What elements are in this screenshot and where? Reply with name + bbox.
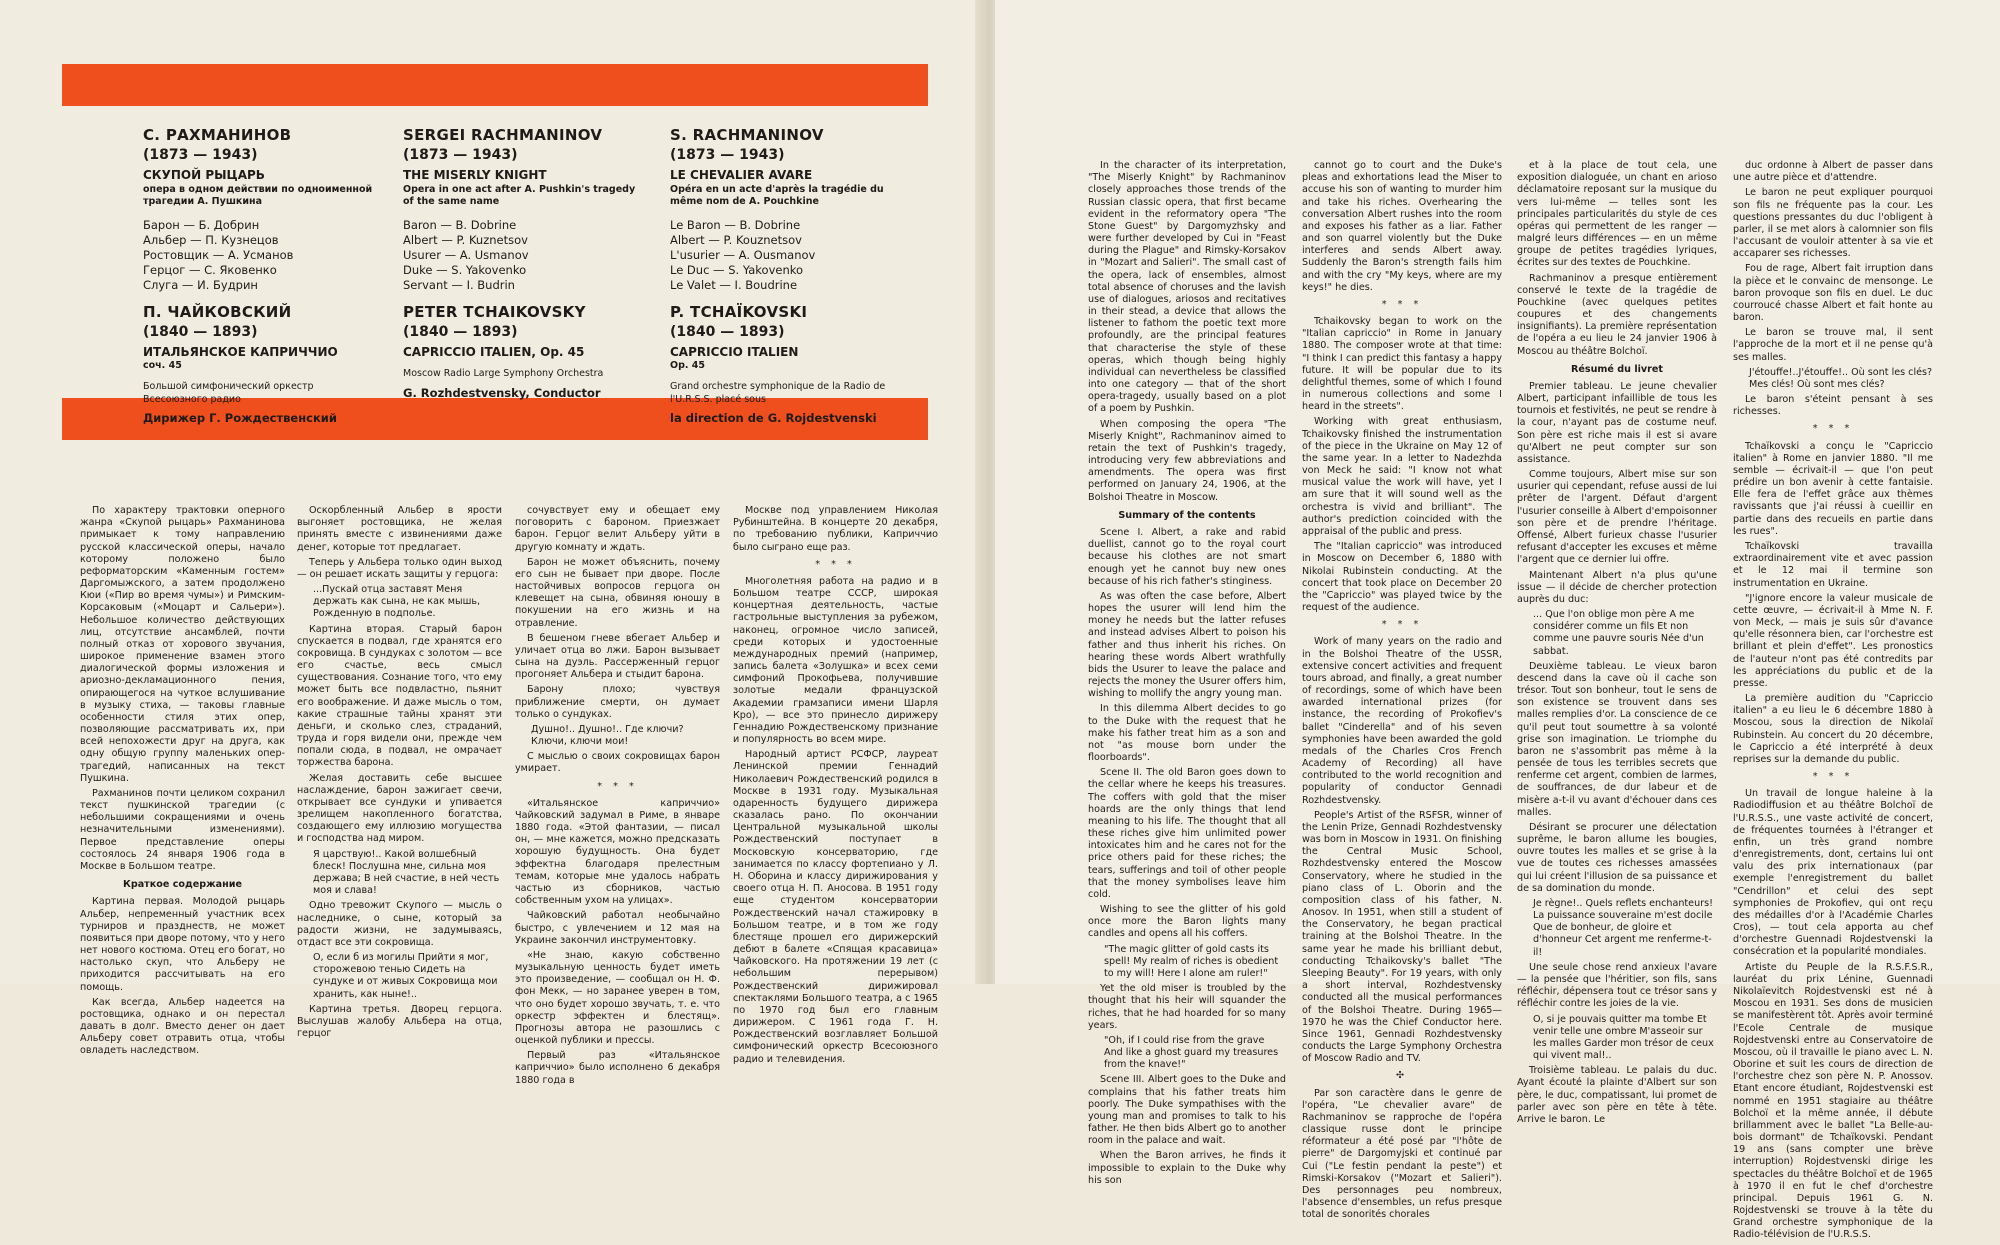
paragraph: cannot go to court and the Duke's pleas and exhortations lead the Miser to accuse his son of wanting to murder him and take his riches. Overhearing the conversation Albert rushes into the room and exposes his father as a liar. Father and son quarrel violently but the Duke interferes and sends Albert away. Suddenly the Baron's strength fails him and with the cry "My keys, where are my keys!" he dies. [1302, 160, 1502, 293]
english-notes-column-1 [1088, 160, 1286, 1190]
composer-dates: (1873 — 1943) [670, 146, 785, 163]
paragraph: Народный артист РСФСР, лауреат Ленинской премии Геннадий Николаевич Рождественский родился в Москве в 1931 году. Музыкальная одаренность будущего дирижера сказалась рано. По окончании Центральной музыкальной школы Рождественский поступает в Московскую консерваторию, где занимается по классу фортепиано у Л. Н. Оборина и классу дирижирования у своего отца Н. П. Аносова. В 1951 году еще студентом консерватории Рождественский начал стажировку в Большом театре, и в том же году блестяще прошел его дирижерский дебют в балете «Спящая красавица» Чайковского. На протяжении 19 лет (с небольшим перерывом) Рождественский дирижировал спектаклями Большого театра, а с 1965 по 1970 год был его главным дирижером. С 1961 года Г. Н. Рождественский возглавляет Большой симфонический оркестр Всесоюзного радио и телевидения. [733, 749, 938, 1065]
stars-separator: * * * [1381, 619, 1423, 631]
paragraph: Барон не может объяснить, почему его сын не бывает при дворе. После настойчивых вопросов герцога он клевещет на сына, обвиняя юношу в покушении на его жизнь и на отравление. [515, 556, 720, 629]
paragraph: Wishing to see the glitter of his gold once more the Baron lights many candles and opens all his coffers. [1088, 904, 1286, 940]
composer-name: P. TCHAÏKOVSKI [670, 302, 808, 321]
cast-list [403, 218, 643, 293]
orchestra-name: Moscow Radio Large Symphony Orchestra [403, 368, 604, 380]
paragraph: Scene III. Albert goes to the Duke and complains that his father treats him poorly. The Duke sympathises with the young man and promises to talk to his father. He then bids Albert go to another room in the palace and wait. [1088, 1074, 1286, 1147]
paragraph: Одно тревожит Скупого — мысль о наследнике, о сыне, который за радости жизни, не задумываясь, отдаст все эти сокровища. [297, 900, 502, 948]
stars-separator: * * * [597, 780, 638, 792]
cast-list [670, 218, 900, 293]
paragraph: Deuxième tableau. Le vieux baron descend dans la cave où il cache son trésor. Tout son bonheur, tout le sens de son existence se trouvent dans ses malles remplies d'or. La conscience de ce qu'il peut tout soumettre à sa volonté grise son imagination. Le triomphe du baron ne s'assombrit pas même à la pensée de tous les terribles secrets que renferme cet argent, combien de larmes, de souffrances, de dur labeur et de misère a-t-il vu avant d'échouer dans ces malles. [1517, 660, 1717, 818]
paragraph: Premier tableau. Le jeune chevalier Albert, participant infaillible de tous les tournois et festivités, ne peut se rendre à la cour, n'ayant pas de costume neuf. Son père est riche mais il est si avare qu'Albert ne peut compter sur son assistance. [1517, 380, 1717, 465]
work-title: CAPRICCIO ITALIEN, Op. 45 [403, 344, 585, 359]
cast-item: Герцог — С. Яковенко [143, 263, 277, 278]
paragraph: Чайковский работал необычайно быстро, с увлечением и 12 мая на Украине закончил инструментовку. [515, 910, 720, 946]
french-notes-column-2 [1733, 160, 1933, 1245]
english-notes-column-2 [1302, 160, 1502, 1224]
paragraph: Fou de rage, Albert fait irruption dans la pièce et le convainc de mensonge. Le baron provoque son fils en duel. Le duc courroucé chasse Albert et fait honte au baron. [1733, 263, 1933, 324]
paragraph: Оскорбленный Альбер в ярости выгоняет ростовщика, не желая принять вместе с извинениями даже денег, которые тот предлагает. [297, 505, 502, 553]
paragraph: Artiste du Peuple de la R.S.F.S.R., lauréat du prix Lénine, Guennadi Nikolaïevitch Rojdestvenski est né à Moscou en 1931. Ses dons de musicien se manifestèrent tôt. Après avoir terminé l'Ecole Centrale de musique Rojdestvenski entre au Conservatoire de Moscou, où il travaille le piano avec L. N. Oborine et suit les cours de direction de l'orchestre chez son père N. P. Anossov. Etant encore étudiant, Rojdestvenski est nommé en 1951 stagiaire au théâtre Bolchoï et la même année, il débute brillamment avec le ballet "La Belle-au-bois dormant" de Tchaïkovski. Pendant 19 ans (sans compter une brève interruption) Rojdestvenski dirige les spectacles du théâtre Bolchoï et de 1965 à 1970 il en fut le chef d'orchestre principal. Depuis 1961 G. N. Rojdestvenski se trouve à la tête du Grand orchestre symphonique de la Radio-télévision de l'U.R.S.S. [1733, 961, 1933, 1241]
paragraph: Москве под управлением Николая Рубинштейна. В концерте 20 декабря, по требованию публики, Каприччио было сыграно еще раз. [733, 505, 938, 553]
cast-item: Baron — B. Dobrine [403, 218, 517, 233]
paragraph: duc ordonne à Albert de passer dans une autre pièce et d'attendre. [1733, 160, 1933, 184]
verse-quote: Je règne!.. Quels reflets enchanteurs! La puissance souveraine m'est docile Que de bonheur, de gloire et d'honneur Cet argent me renferme-t-il! [1533, 897, 1713, 958]
paragraph: Tchaïkovski travailla extraordinairement vite et avec passion et le 12 mai il termine son instrumentation en Ukraine. [1733, 540, 1933, 589]
paragraph: In the character of its interpretation, "The Miserly Knight" by Rachmaninov closely approaches those trends of the Russian classic opera, that first became evident in the reformatory opera "The Stone Guest" by Dargomyzhsky and were further developed by Cui in "Feast during the Plague" and Rimsky-Korsakov in "Mozart and Salieri". The small cast of the opera, lack of ensembles, almost total absence of choruses and the lavish use of dialogues, ariosos and recitatives in their stead, a device that allows the listener to fathom the poetic text more profoundly, are the principal features that characterise the style of these operas, which though being highly individual can nevertheless be classified into one category — that of the short opera-tragedy, usually based on a plot of a poem by Pushkin. [1088, 160, 1286, 415]
composer-dates: (1840 — 1893) [143, 323, 258, 340]
paragraph: Картина третья. Дворец герцога. Выслушав жалобу Альбера на отца, герцог [297, 1003, 502, 1040]
conductor-name: G. Rozhdestvensky, Conductor [403, 386, 601, 401]
paragraph: Барону плохо; чувствуя приближение смерти, он думает только о сундуках. [515, 684, 720, 720]
composer-dates: (1873 — 1943) [403, 146, 518, 163]
paragraph: По характеру трактовки оперного жанра «Скупой рыцарь» Рахманинова примыкает к тому направлению русской классической оперы, начало которому положено было реформаторским «Каменным гостем» Даргомыжского, а затем продолжено Кюи («Пир во время чумы») и Римским-Корсаковым («Моцарт и Сальери»). Небольшое количество действующих лиц, отсутствие ансамблей, почти полный отказ от хорового звучания, широкое применение взамен этого диалогической формы изложения и ариозно-декламационного пения, опирающегося на чуткое вслушивание в музыку стиха, — таковы главные особенности стиля этих опер, позволяющие рассматривать их, при всей непохожести друг на друга, как одну общую группу маленьких опер-трагедий, написанных на текст Пушкина. [80, 505, 285, 784]
paragraph: Working with great enthusiasm, Tchaikovsky finished the instrumentation of the piece in the Ukraine on May 12 of the same year. In a letter to Nadezhda von Meck he said: "I know not what musical value the work will have, yet I am sure that it will sound well as the orchestra is vivid and brilliant". The author's prediction coincided with the appraisal of the public and press. [1302, 416, 1502, 537]
crosses-ornament: ✣ [1395, 1070, 1409, 1082]
paragraph: et à la place de tout cela, une exposition dialoguée, un chant en arioso déclamatoire reposant sur la musique du vers lui-même — telles sont les principales particularités du style de ces opéras qui permettent de les ranger — malgré leurs différences — en un même groupe de petites tragédies lyriques, écrites sur des textes de Pouchkine. [1517, 160, 1717, 269]
verse-quote: О, если б из могилы Прийти я мог, сторожевою тенью Сидеть на сундуке и от живых Сокровища мои хранить, как ныне!.. [313, 952, 498, 1000]
cast-item: Le Baron — B. Dobrine [670, 218, 801, 233]
paragraph: When the Baron arrives, he finds it impossible to explain to the Duke why his son [1088, 1150, 1286, 1186]
conductor-name: la direction de G. Rojdestvenski [670, 411, 877, 426]
work-title: ИТАЛЬЯНСКОЕ КАПРИЧЧИО [143, 344, 338, 359]
cast-item: L'usurier — A. Ousmanov [670, 248, 816, 263]
cast-item: Servant — I. Budrin [403, 277, 515, 292]
cast-item: Ростовщик — А. Усманов [143, 248, 294, 263]
paragraph: Tchaikovsky began to work on the "Italian capriccio" in Rome in January 1880. The composer wrote at that time: "I think I can predict this fantasy a happy future. It will be popular due to its delightful themes, some of which I found in numerous collections and some I heard in the streets". [1302, 316, 1502, 413]
section-heading: Краткое содержание [123, 879, 242, 891]
paragraph: Troisième tableau. Le palais du duc. Ayant écouté la plainte d'Albert sur son père, le duc, compatissant, lui promet de parler avec son père en tête à tête. Arrive le baron. Le [1517, 1065, 1717, 1125]
verse-quote: J'étouffe!..J'étouffe!.. Où sont les clés? Mes clés! Où sont mes clés? [1749, 366, 1933, 390]
work-title: СКУПОЙ РЫЦАРЬ [143, 168, 265, 182]
cast-item: Слуга — И. Будрин [143, 277, 258, 292]
composer-name: S. RACHMANINOV [670, 126, 824, 144]
cast-item: Albert — P. Kuznetsov [403, 233, 528, 248]
russian-notes-column-1 [80, 505, 285, 1061]
paragraph: Scene I. Albert, a rake and rabid duellist, cannot go to the royal court because his clothes are not smart enough yet he cannot buy new ones because of his rich father's stinginess. [1088, 526, 1286, 587]
orchestra-name: Grand orchestre symphonique de la Radio de l'U.R.S.S. placé sous [670, 380, 886, 405]
cast-item: Duke — S. Yakovenko [403, 263, 527, 278]
stars-separator: * * * [815, 558, 856, 570]
cast-item: Usurer — A. Usmanov [403, 248, 529, 263]
paragraph: Картина вторая. Старый барон спускается в подвал, где хранятся его сокровища. В сундуках с золотом — все его счастье, весь смысл существования. Сознание того, что ему может быть все подвластно, пьянит его воображение. И даже мысль о том, какие страшные тайны хранят эти деньги, и сколько слез, страданий, труда и горя видели они, прежде чем попали сюда, в подвал, не омрачает торжества барона. [297, 623, 502, 769]
section-heading: Summary of the contents [1118, 509, 1256, 521]
paragraph: Work of many years on the radio and in the Bolshoi Theatre of the USSR, extensive concert activities and frequent tours abroad, and finally, a great number of recordings, some of which have been awarded international prizes (for instance, the recording of Prokofiev's ballet "Cinderella" and of his seven symphonies have been awarded the gold medals of the Charles Cros French Academy of Recording) all have contributed to the world recognition and popularity of conductor Gennadi Rozhdestvensky. [1302, 636, 1502, 806]
verse-quote: O, si je pouvais quitter ma tombe Et venir telle une ombre M'asseoir sur les malles Garder mon trésor de ceux qui vivent mal!.. [1533, 1013, 1714, 1062]
cast-item: Барон — Б. Добрин [143, 218, 260, 233]
credits-english [403, 125, 643, 402]
stars-separator: * * * [1812, 771, 1854, 783]
paragraph: «Итальянское каприччио» Чайковский задумал в Риме, в январе 1880 года. «Этой фантазии, — писал он, — мне кажется, можно предсказать хорошую будущность. Она будет эффектна благодаря прелестным темам, которые мне удалось набрать частью из сборников, частью собственным ухом на улицах». [515, 797, 720, 907]
paragraph: Теперь у Альбера только один выход — он решает искать защиты у герцога: [297, 556, 502, 580]
paragraph: Tchaïkovski a conçu le "Capriccio italien" à Rome en janvier 1880. "Il me semble — écrivait-il — que l'on peut prédire un bon avenir à cette fantaisie. Elle fera de l'effet grâce aux thèmes ravissants que j'ai réussi à cueillir en partie dans des recueils en partie dans les rues". [1733, 440, 1933, 537]
work-subtitle: Opéra en un acte d'après la tragédie du même nom de A. Pouchkine [670, 183, 884, 207]
credits-russian [143, 125, 373, 427]
cast-list [143, 218, 373, 293]
russian-notes-column-2 [297, 505, 502, 1043]
paragraph: La première audition du "Capriccio italien" a eu lieu le 6 décembre 1880 à Moscou, sous la direction de Nikolaï Rubinstein. Au concert du 20 décembre, le Capriccio a été interprété à deux reprises sur la demande du public. [1733, 693, 1933, 765]
credits-french [670, 125, 900, 427]
paragraph: When composing the opera "The Miserly Knight", Rachmaninov aimed to retain the text of Pushkin's tragedy, introducing very few abbreviations and amendments. The opera was first performed on January 24, 1906, at the Bolshoi Theatre in Moscow. [1088, 418, 1286, 503]
verse-quote: "The magic glitter of gold casts its spell! My realm of riches is obedient to my will! Here I alone am ruler!" [1104, 943, 1279, 979]
paragraph: Un travail de longue haleine à la Radiodiffusion et au théâtre Bolchoï de l'U.R.S.S., une vaste activité de concert, de fréquentes tournées à l'étranger et enfin, un très grand nombre d'enregistrements, dont, certains lui ont valu des prix internationaux (par exemple l'enregistrement du ballet "Cendrillon" et celui des sept symphonies de Prokofiev, qui ont reçu des médailles d'or à l'Académie Charles Cros), — tout cela apporta au chef d'orchestre Guennadi Rojdestvenski la consécration et la popularité mondiales. [1733, 788, 1933, 958]
work-subtitle: Opera in one act after A. Pushkin's tragedy of the same name [403, 183, 636, 207]
work-title: THE MISERLY KNIGHT [403, 168, 547, 182]
work-opus: Op. 45 [670, 360, 706, 372]
orchestra-name: Большой симфонический оркестр Всесоюзного радио [143, 380, 314, 405]
composer-name: С. РАХМАНИНОВ [143, 126, 292, 144]
russian-notes-column-3 [515, 505, 720, 1090]
paragraph: The "Italian capriccio" was introduced in Moscow on December 6, 1880 with Nikolai Rubinstein conducting. At the concert that took place on December 20 the "Capriccio" was played twice by the request of the audience. [1302, 541, 1502, 614]
composer-name: PETER TCHAIKOVSKY [403, 302, 586, 321]
verse-quote: ...Пускай отца заставят Меня держать как сына, не как мышь, Рожденную в подполье. [313, 584, 481, 620]
paragraph: Рахманинов почти целиком сохранил текст пушкинской трагедии (с небольшими сокращениями и очень незначительными изменениями). Первое представление оперы состоялось 24 января 1906 года в Москве в Большом театре. [80, 787, 285, 872]
composer-name: П. ЧАЙКОВСКИЙ [143, 302, 292, 321]
paragraph: People's Artist of the RSFSR, winner of the Lenin Prize, Gennadi Rozhdestvensky was born in Moscow in 1931. On finishing the Central Music School, Rozhdestvensky entered the Moscow Conservatory, where he studied in the piano class of L. Oborin and the composition class of his father, N. Anosov. In 1951, when still a student of the Conservatory, he began practical training at the Bolshoi Theatre. In the same year he made his brilliant debut, conducting Tchaikovsky's ballet "The Sleeping Beauty". For 19 years, with only a short interval, Rozhdestvensky conducted all the musical performances of the Bolshoi Theatre. During 1965—1970 he was the Chief Conductor here. Since 1961, Gennadi Rozhdestvensky conducts the Large Symphony Orchestra of Moscow Radio and TV. [1302, 809, 1502, 1065]
paragraph: Yet the old miser is troubled by the thought that his heir will squander the riches, that he had hoarded for so many years. [1088, 983, 1286, 1031]
cast-item: Le Duc — S. Yakovenko [670, 263, 804, 278]
paragraph: Желая доставить себе высшее наслаждение, барон зажигает свечи, открывает все сундуки и упивается зрелищем накопленного богатства, создающего ему иллюзию могущества и господства над миром. [297, 772, 502, 845]
paragraph: Rachmaninov a presque entièrement conservé le texte de la tragédie de Pouchkine (avec quelques petites coupures et des changements insignifiants). La première représentation de l'opéra a eu lieu le 24 janvier 1906 à Moscou au théâtre Bolchoï. [1517, 272, 1717, 357]
composer-dates: (1873 — 1943) [143, 146, 258, 163]
paragraph: Как всегда, Альбер надеется на ростовщика, однако и он перестал давать в долг. Вместо денег он дает Альберу совет отравить отца, чтобы овладеть наследством. [80, 996, 285, 1057]
work-opus: соч. 45 [143, 360, 182, 372]
section-heading: Résumé du livret [1571, 363, 1663, 375]
cast-item: Альбер — П. Кузнецов [143, 233, 279, 248]
paragraph: Désirant se procurer une délectation suprême, le baron allume les bougies, ouvre toutes les malles et se grise à la vue de toutes ces richesses amassées qui lui créent l'illusion de sa puissance et de sa domination du monde. [1517, 821, 1717, 894]
paragraph: Многолетняя работа на радио и в Большом театре СССР, широкая концертная деятельность, частые гастрольные выступления за рубежом, наконец, огромное число записей, среди которых и удостоенные международных премий (например, запись балета «Золушка» и всех семи симфоний Прокофьева, получившие золотые медали французской Академии грамзаписи имени Шарля Кро), — все это принесло дирижеру Геннадию Рождественскому признание и популярность во всем мире. [733, 575, 938, 746]
paragraph: Scene II. The old Baron goes down to the cellar where he keeps his treasures. The coffers with gold that the miser hoards are the only things that lend meaning to his life. The thought that all these riches give him unlimited power intoxicates him and he cares not for the price others paid for these riches; the tears, sufferings and toil of other people that the money symbolises leave him cold. [1088, 767, 1286, 900]
paragraph: Le baron ne peut expliquer pourquoi son fils ne fréquente pas la cour. Les questions pressantes du duc l'obligent à parler, il se met alors à calomnier son fils l'accusant de vouloir attenter à sa vie et accaparer ses richesses. [1733, 187, 1933, 260]
work-title: CAPRICCIO ITALIEN [670, 344, 799, 359]
paragraph: Первый раз «Итальянское каприччио» было исполнено 6 декабря 1880 года в [515, 1050, 720, 1086]
composer-dates: (1840 — 1893) [670, 323, 785, 340]
composer-dates: (1840 — 1893) [403, 323, 518, 340]
composer-name: SERGEI RACHMANINOV [403, 126, 603, 144]
paragraph: In this dilemma Albert decides to go to the Duke with the request that he make his father treat him as a son and not "as mouse born under the floorboards". [1088, 703, 1286, 764]
work-subtitle: опера в одном действии по одноименной трагедии А. Пушкина [143, 183, 373, 207]
cast-item: Albert — P. Kouznetsov [670, 233, 802, 248]
conductor-name: Дирижер Г. Рождественский [143, 411, 337, 426]
paragraph: Le baron s'éteint pensant à ses richesses. [1733, 394, 1933, 418]
verse-quote: ... Que l'on oblige mon père A me considérer comme un fils Et non comme une pauvre souris Née d'un sabbat. [1533, 609, 1704, 657]
russian-notes-column-4 [733, 505, 938, 1069]
stars-separator: * * * [1381, 298, 1423, 310]
work-title: LE CHEVALIER AVARE [670, 168, 813, 182]
paragraph: В бешеном гневе вбегает Альбер и уличает отца во лжи. Барон вызывает сына на дуэль. Рассерженный герцог прогоняет Альбера и стыдит барона. [515, 632, 720, 681]
paragraph: сочувствует ему и обещает ему поговорить с бароном. Приезжает барон. Герцог велит Альберу уйти в другую комнату и ждать. [515, 505, 720, 553]
paragraph: Par son caractère dans le genre de l'opéra, "Le chevalier avare" de Rachmaninov se rapproche de l'opéra classique russe dont le principe réformateur a été posé par "l'hôte de pierre" de Dargomyjski et continué par Cui ("Le festin pendant la peste") et Rimski-Korsakov ("Mozart et Salieri"). Des personnages peu nombreux, l'absence d'ensembles, un refus presque total de sonorités chorales [1302, 1087, 1502, 1221]
paragraph: As was often the case before, Albert hopes the usurer will lend him the money he needs but the latter refuses and instead advises Albert to poison his father and thus inherit his riches. On hearing these words Albert wrathfully bids the Usurer to leave the palace and rejects the money the Usurer offers him, wishing to mollify the angry young man. [1088, 590, 1286, 700]
paragraph: Maintenant Albert n'a plus qu'une issue — il décide de chercher protection auprès du duc: [1517, 569, 1717, 605]
paragraph: Le baron se trouve mal, il sent l'approche de la mort et il ne pense qu'à ses malles. [1733, 327, 1933, 363]
paragraph: «Не знаю, какую собственно музыкальную ценность будет иметь это произведение, — сообщал он Н. Ф. фон Мекк, — но заранее уверен в том, что оно будет хорошо звучать, т. е. что оркестр эффектен и блестящ». Прогнозы автора не разошлись с оценкой публики и прессы. [515, 949, 720, 1047]
verse-quote: "Oh, if I could rise from the grave And like a ghost guard my treasures from the knave!" [1104, 1034, 1279, 1071]
stars-separator: * * * [1812, 423, 1854, 435]
paragraph: С мыслью о своих сокровищах барон умирает. [515, 751, 720, 775]
cast-item: Le Valet — I. Boudrine [670, 277, 798, 292]
paragraph: Картина первая. Молодой рыцарь Альбер, непременный участник всех турниров и празднеств, не может появиться при дворе потому, что у него нет нового костюма. Отец его богат, но настолько скуп, что Альберу не приходится рассчитывать на его помощь. [80, 896, 285, 993]
accent-band-top [62, 64, 928, 106]
paragraph: Une seule chose rend anxieux l'avare — la pensée que l'héritier, son fils, sans réfléchir, dépensera tout ce trésor sans y réfléchir contre les joies de la vie. [1517, 961, 1717, 1010]
verse-quote: Я царствую!.. Какой волшебный блеск! Послушна мне, сильна моя держава; В ней счастие, в ней честь моя и слава! [313, 848, 500, 897]
verse-quote: Душно!.. Душно!.. Где ключи? Ключи, ключи мои! [531, 723, 684, 748]
paragraph: "J'ignore encore la valeur musicale de cette œuvre, — écrivait-il à Mme N. F. von Meck, — mais je suis sûr d'avance qu'elle résonnera bien, car l'orchestre est brillant et plein d'effet". Les pronostics de l'auteur n'ont pas été contredits par les appréciations du public et de la presse. [1733, 592, 1933, 689]
paragraph: Comme toujours, Albert mise sur son usurier qui cependant, refuse aussi de lui prêter de l'argent. Défaut d'argent l'usurier conseille à Albert d'empoisonner son père et de prendre l'héritage. Offensé, Albert furieux chasse l'usurier refusant d'accepter les excuses et même l'argent que ce dernier lui offre. [1517, 469, 1717, 566]
